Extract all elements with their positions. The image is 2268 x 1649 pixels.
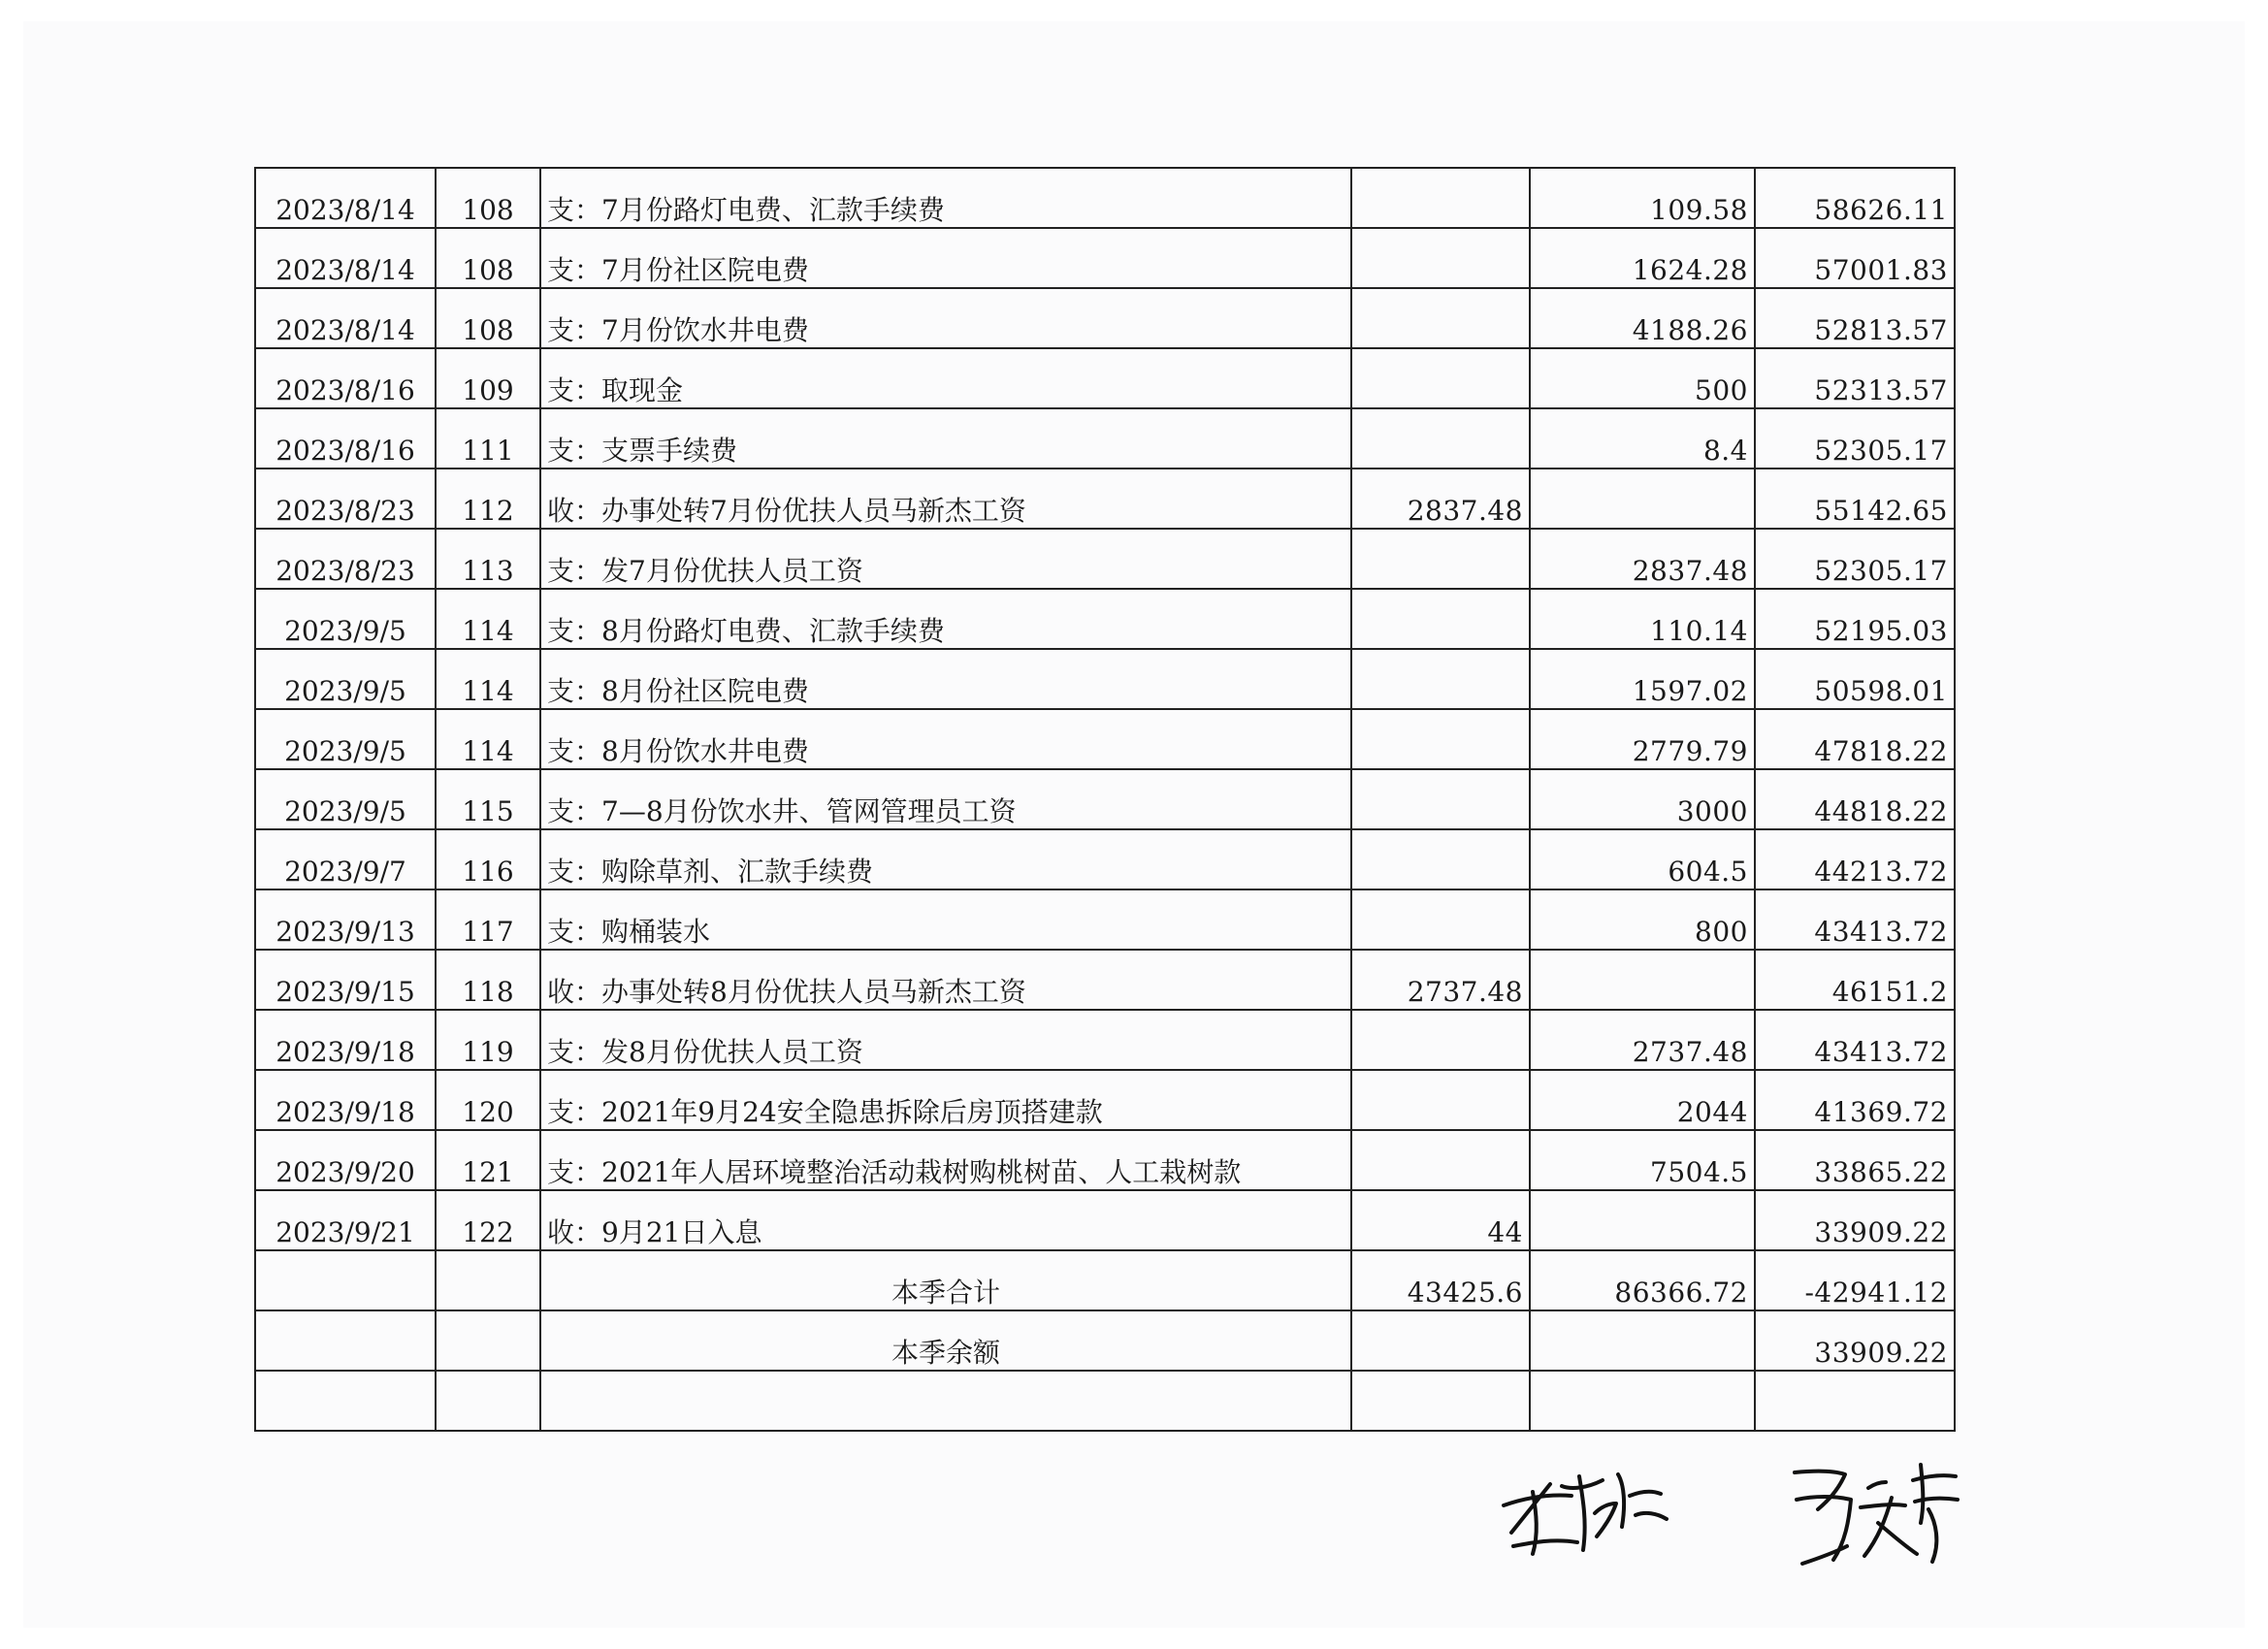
cell-expense: 2044 — [1530, 1070, 1755, 1130]
cell-date: 2023/9/7 — [255, 829, 436, 889]
cell-income — [1351, 649, 1530, 709]
cell-empty — [1351, 1371, 1530, 1431]
cell-balance: 43413.72 — [1755, 889, 1955, 950]
cell-voucher-number: 121 — [436, 1130, 540, 1190]
cell-empty — [1530, 1310, 1755, 1371]
cell-income — [1351, 829, 1530, 889]
cell-income — [1351, 889, 1530, 950]
cell-expense: 110.14 — [1530, 589, 1755, 649]
cell-voucher-number: 114 — [436, 649, 540, 709]
cell-empty — [255, 1310, 436, 1371]
cell-date: 2023/9/20 — [255, 1130, 436, 1190]
cell-date: 2023/9/15 — [255, 950, 436, 1010]
cell-expense: 800 — [1530, 889, 1755, 950]
cell-description: 支：7月份饮水井电费 — [540, 288, 1351, 348]
cell-income — [1351, 1010, 1530, 1070]
cell-income: 2837.48 — [1351, 469, 1530, 529]
cell-date: 2023/8/16 — [255, 408, 436, 469]
cell-voucher-number: 122 — [436, 1190, 540, 1250]
cell-voucher-number: 115 — [436, 769, 540, 829]
table-row — [255, 228, 1955, 288]
cell-empty — [436, 1310, 540, 1371]
cell-voucher-number: 117 — [436, 889, 540, 950]
cell-date: 2023/8/23 — [255, 529, 436, 589]
cell-expense — [1530, 469, 1755, 529]
cell-date: 2023/9/13 — [255, 889, 436, 950]
cell-balance: 52313.57 — [1755, 348, 1955, 408]
cell-description: 支：购桶装水 — [540, 889, 1351, 950]
cell-empty — [1755, 1371, 1955, 1431]
quarter-total-income: 43425.6 — [1351, 1250, 1530, 1310]
cell-income: 2737.48 — [1351, 950, 1530, 1010]
cell-balance: 52305.17 — [1755, 529, 1955, 589]
blank-row — [255, 1371, 1955, 1431]
cell-balance: 47818.22 — [1755, 709, 1955, 769]
cell-description: 收：办事处转7月份优扶人员马新杰工资 — [540, 469, 1351, 529]
cell-empty — [255, 1371, 436, 1431]
cell-voucher-number: 108 — [436, 228, 540, 288]
quarter-total-label: 本季合计 — [540, 1250, 1351, 1310]
cell-voucher-number: 114 — [436, 709, 540, 769]
cell-balance: 52195.03 — [1755, 589, 1955, 649]
cell-balance: 41369.72 — [1755, 1070, 1955, 1130]
cell-balance: 58626.11 — [1755, 168, 1955, 228]
cell-expense — [1530, 950, 1755, 1010]
cell-date: 2023/9/18 — [255, 1010, 436, 1070]
cell-date: 2023/8/23 — [255, 469, 436, 529]
cell-description: 支：7月份路灯电费、汇款手续费 — [540, 168, 1351, 228]
cell-date: 2023/9/5 — [255, 769, 436, 829]
cell-income: 44 — [1351, 1190, 1530, 1250]
cell-empty — [436, 1250, 540, 1310]
cell-income — [1351, 529, 1530, 589]
cell-voucher-number: 108 — [436, 288, 540, 348]
cell-voucher-number: 112 — [436, 469, 540, 529]
quarter-total-balance: -42941.12 — [1755, 1250, 1955, 1310]
cell-expense: 109.58 — [1530, 168, 1755, 228]
cell-voucher-number: 111 — [436, 408, 540, 469]
table-row — [255, 589, 1955, 649]
cell-description: 支：7—8月份饮水井、管网管理员工资 — [540, 769, 1351, 829]
cell-empty — [255, 1250, 436, 1310]
cell-expense: 1597.02 — [1530, 649, 1755, 709]
quarter-total-row — [255, 1250, 1955, 1310]
table-row — [255, 168, 1955, 228]
cell-date: 2023/8/14 — [255, 228, 436, 288]
quarter-balance-row — [255, 1310, 1955, 1371]
quarter-balance-label: 本季余额 — [540, 1310, 1351, 1371]
cell-balance: 44213.72 — [1755, 829, 1955, 889]
cell-date: 2023/9/5 — [255, 649, 436, 709]
cell-income — [1351, 348, 1530, 408]
cell-description: 支：发7月份优扶人员工资 — [540, 529, 1351, 589]
cell-date: 2023/9/5 — [255, 709, 436, 769]
cell-description: 支：取现金 — [540, 348, 1351, 408]
cell-balance: 50598.01 — [1755, 649, 1955, 709]
quarter-balance-value: 33909.22 — [1755, 1310, 1955, 1371]
cell-expense: 1624.28 — [1530, 228, 1755, 288]
cell-expense: 3000 — [1530, 769, 1755, 829]
cell-voucher-number: 116 — [436, 829, 540, 889]
table-row — [255, 469, 1955, 529]
cell-description: 支：2021年人居环境整治活动栽树购桃树苗、人工栽树款 — [540, 1130, 1351, 1190]
table-row — [255, 1190, 1955, 1250]
cell-balance: 57001.83 — [1755, 228, 1955, 288]
table-row — [255, 529, 1955, 589]
cell-income — [1351, 168, 1530, 228]
cell-voucher-number: 108 — [436, 168, 540, 228]
cell-voucher-number: 120 — [436, 1070, 540, 1130]
cell-income — [1351, 228, 1530, 288]
cell-balance: 44818.22 — [1755, 769, 1955, 829]
table-row — [255, 408, 1955, 469]
cell-income — [1351, 1130, 1530, 1190]
cell-expense: 2737.48 — [1530, 1010, 1755, 1070]
cell-balance: 46151.2 — [1755, 950, 1955, 1010]
cell-date: 2023/9/21 — [255, 1190, 436, 1250]
table-row — [255, 950, 1955, 1010]
ledger-table — [254, 167, 1956, 1432]
cell-balance: 52813.57 — [1755, 288, 1955, 348]
signatures — [1494, 1445, 1979, 1571]
cell-description: 收：9月21日入息 — [540, 1190, 1351, 1250]
cell-voucher-number: 109 — [436, 348, 540, 408]
cell-income — [1351, 769, 1530, 829]
cell-description: 支：8月份路灯电费、汇款手续费 — [540, 589, 1351, 649]
cell-empty — [1530, 1371, 1755, 1431]
cell-balance: 55142.65 — [1755, 469, 1955, 529]
ledger-body — [255, 168, 1955, 1431]
cell-description: 支：7月份社区院电费 — [540, 228, 1351, 288]
cell-empty — [540, 1371, 1351, 1431]
table-row — [255, 1130, 1955, 1190]
quarter-total-expense: 86366.72 — [1530, 1250, 1755, 1310]
cell-date: 2023/8/16 — [255, 348, 436, 408]
table-row — [255, 709, 1955, 769]
cell-description: 支：8月份社区院电费 — [540, 649, 1351, 709]
cell-income — [1351, 288, 1530, 348]
cell-income — [1351, 709, 1530, 769]
cell-description: 支：8月份饮水井电费 — [540, 709, 1351, 769]
table-row — [255, 1010, 1955, 1070]
cell-voucher-number: 119 — [436, 1010, 540, 1070]
cell-expense: 604.5 — [1530, 829, 1755, 889]
cell-balance: 43413.72 — [1755, 1010, 1955, 1070]
cell-expense: 4188.26 — [1530, 288, 1755, 348]
cell-date: 2023/8/14 — [255, 168, 436, 228]
cell-income — [1351, 408, 1530, 469]
table-row — [255, 348, 1955, 408]
cell-description: 收：办事处转8月份优扶人员马新杰工资 — [540, 950, 1351, 1010]
cell-expense — [1530, 1190, 1755, 1250]
cell-balance: 52305.17 — [1755, 408, 1955, 469]
cell-balance: 33909.22 — [1755, 1190, 1955, 1250]
table-row — [255, 829, 1955, 889]
cell-voucher-number: 114 — [436, 589, 540, 649]
cell-expense: 7504.5 — [1530, 1130, 1755, 1190]
table-row — [255, 1070, 1955, 1130]
cell-empty — [1351, 1310, 1530, 1371]
cell-date: 2023/9/5 — [255, 589, 436, 649]
cell-date: 2023/8/14 — [255, 288, 436, 348]
cell-expense: 2779.79 — [1530, 709, 1755, 769]
cell-description: 支：购除草剂、汇款手续费 — [540, 829, 1351, 889]
cell-balance: 33865.22 — [1755, 1130, 1955, 1190]
table-row — [255, 889, 1955, 950]
table-row — [255, 288, 1955, 348]
table-row — [255, 769, 1955, 829]
cell-description: 支：发8月份优扶人员工资 — [540, 1010, 1351, 1070]
cell-empty — [436, 1371, 540, 1431]
cell-date: 2023/9/18 — [255, 1070, 436, 1130]
cell-income — [1351, 1070, 1530, 1130]
cell-description: 支：2021年9月24安全隐患拆除后房顶搭建款 — [540, 1070, 1351, 1130]
signature-1 — [1504, 1474, 1667, 1554]
cell-description: 支：支票手续费 — [540, 408, 1351, 469]
table-row — [255, 649, 1955, 709]
cell-expense: 8.4 — [1530, 408, 1755, 469]
cell-voucher-number: 118 — [436, 950, 540, 1010]
cell-income — [1351, 589, 1530, 649]
signature-2 — [1795, 1465, 1958, 1564]
cell-expense: 2837.48 — [1530, 529, 1755, 589]
cell-voucher-number: 113 — [436, 529, 540, 589]
cell-expense: 500 — [1530, 348, 1755, 408]
